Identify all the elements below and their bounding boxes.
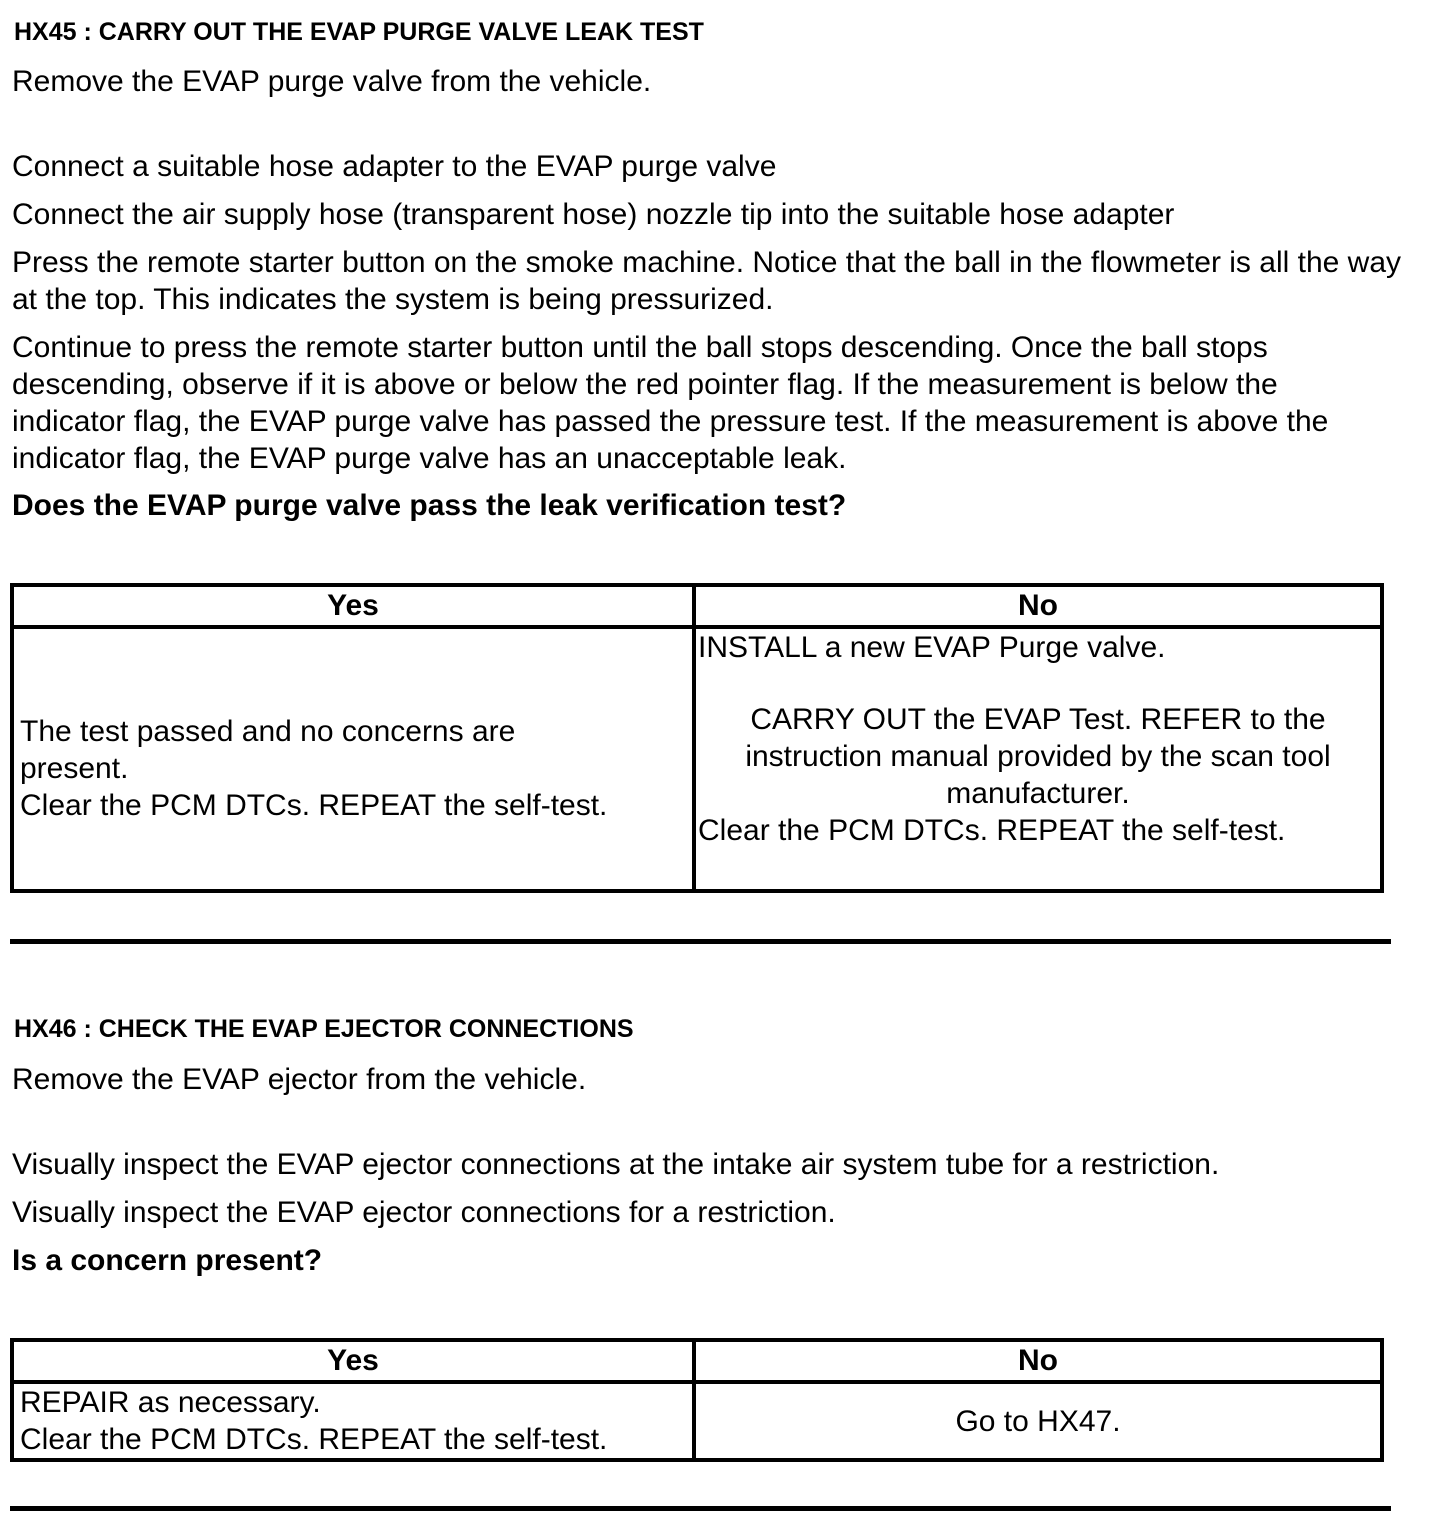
decision-table-hx46 bbox=[10, 1338, 1384, 1462]
step-paragraph: Connect the air supply hose (transparent hose) nozzle tip into the suitable hose adapter bbox=[12, 198, 1175, 231]
outcome-line: INSTALL a new EVAP Purge valve. bbox=[698, 631, 1166, 664]
outcome-line: The test passed and no concerns are bbox=[20, 715, 516, 748]
yes-outcome-cell bbox=[12, 1382, 694, 1460]
no-column-header: No bbox=[694, 1340, 1382, 1382]
decision-question: Is a concern present? bbox=[12, 1244, 323, 1277]
outcome-line: REPAIR as necessary. bbox=[20, 1386, 321, 1419]
outcome-line: Clear the PCM DTCs. REPEAT the self-test. bbox=[20, 1423, 608, 1456]
step-paragraph: Press the remote starter button on the smoke machine. Notice that the ball in the flowmeter is all the way at the top. This indicates the system is being pressurized. bbox=[12, 246, 1402, 316]
no-outcome-cell bbox=[694, 627, 1382, 891]
section-divider bbox=[10, 939, 1391, 944]
no-outcome-cell bbox=[694, 1382, 1382, 1460]
decision-table-hx45 bbox=[10, 583, 1384, 893]
yes-column-header: Yes bbox=[12, 1340, 694, 1382]
section-heading-hx45: HX45 : CARRY OUT THE EVAP PURGE VALVE LEAK TEST bbox=[14, 18, 704, 46]
outcome-line: instruction manual provided by the scan tool bbox=[745, 740, 1331, 773]
no-column-header: No bbox=[694, 585, 1382, 627]
step-paragraph: Remove the EVAP purge valve from the vehicle. bbox=[12, 65, 652, 98]
outcome-line: Clear the PCM DTCs. REPEAT the self-test. bbox=[698, 814, 1286, 847]
outcome-line: CARRY OUT the EVAP Test. REFER to the bbox=[750, 703, 1326, 736]
outcome-line: present. bbox=[20, 752, 129, 785]
step-paragraph: Continue to press the remote starter button until the ball stops descending. Once the ball stops descending, observe if it is above or below the red pointer flag. If the measurement is below the indicator flag, the EVAP purge valve has passed the pressure test. If the measurement is above the indicator flag, the EVAP purge valve has an unacceptable leak. bbox=[12, 331, 1329, 475]
section-heading-hx46: HX46 : CHECK THE EVAP EJECTOR CONNECTIONS bbox=[14, 1015, 634, 1043]
step-paragraph: Visually inspect the EVAP ejector connections for a restriction. bbox=[12, 1196, 836, 1229]
outcome-line: Clear the PCM DTCs. REPEAT the self-test. bbox=[20, 789, 608, 822]
outcome-line: Go to HX47. bbox=[955, 1404, 1121, 1438]
yes-column-header: Yes bbox=[12, 585, 694, 627]
step-paragraph: Remove the EVAP ejector from the vehicle. bbox=[12, 1063, 587, 1096]
outcome-line: manufacturer. bbox=[946, 777, 1130, 810]
step-paragraph: Visually inspect the EVAP ejector connections at the intake air system tube for a restriction. bbox=[12, 1148, 1220, 1181]
step-paragraph: Connect a suitable hose adapter to the EVAP purge valve bbox=[12, 150, 777, 183]
yes-outcome-cell bbox=[12, 627, 694, 891]
decision-question: Does the EVAP purge valve pass the leak verification test? bbox=[12, 489, 847, 522]
section-divider bbox=[10, 1506, 1391, 1511]
